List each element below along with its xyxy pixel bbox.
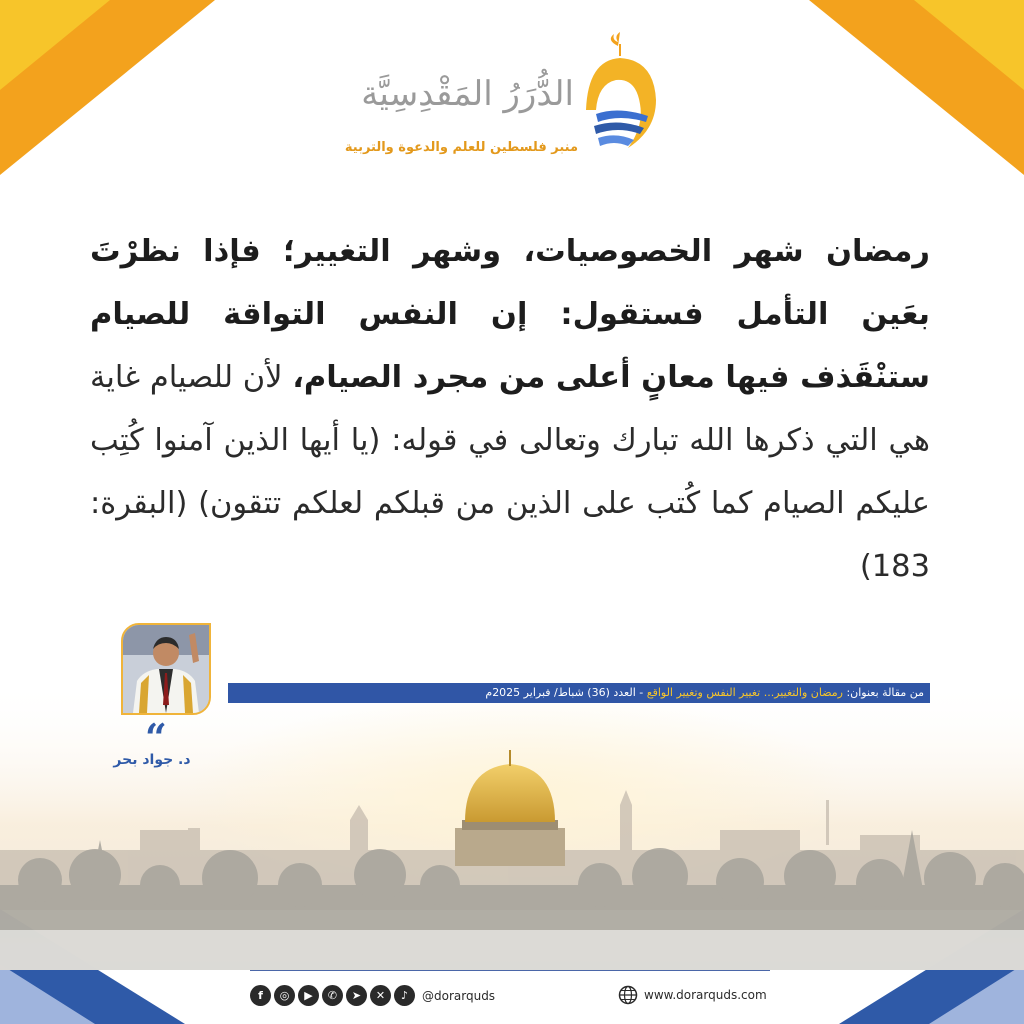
social-links (250, 985, 495, 1006)
brand-logo (344, 30, 670, 170)
website-url: www.dorarquds.com (644, 988, 767, 1002)
source-prefix: من مقالة بعنوان: (842, 686, 924, 699)
twitter-icon[interactable]: ✕ (370, 985, 391, 1006)
tiktok-icon[interactable]: ♪ (394, 985, 415, 1006)
globe-icon (618, 985, 638, 1005)
author-photo (121, 623, 211, 715)
website-link[interactable] (618, 985, 767, 1005)
whatsapp-icon[interactable]: ✆ (322, 985, 343, 1006)
quote-bold-text: رمضان شهر الخصوصيات، وشهر التغيير؛ فإذا نظرْتَ بعَين التأمل فستقول: إن النفس التواقة للصيام ستنْقَذف فيها معانٍ أعلى من مجرد الصيام، (90, 234, 930, 395)
quote-regular-text: لأن للصيام غاية هي التي ذكرها الله تبارك وتعالى في قوله: (يا أيها الذين آمنوا كُتِب عليكم الصيام كما كُتب على الذين من قبلكم لعلكم تتقون) (البقرة: 183) (90, 360, 930, 584)
source-citation-bar (228, 683, 930, 703)
top-left-corner-accent (0, 0, 110, 90)
social-handle[interactable]: @dorarquds (422, 988, 496, 1003)
bottom-right-corner-accent (929, 964, 1024, 1024)
logo-subtitle: منبر فلسطين للعلم والدعوة والتربية (344, 140, 578, 155)
instagram-icon[interactable]: ◎ (274, 985, 295, 1006)
source-article-title: رمضان والتغيير... تغيير النفس وتغيير الواقع (646, 686, 843, 699)
logo-emblem-icon (578, 30, 662, 160)
footer-divider (250, 970, 770, 971)
logo-title: الدُّرَرُ المَقْدِسِيَّة (361, 74, 574, 114)
youtube-icon[interactable]: ▶ (298, 985, 319, 1006)
telegram-icon[interactable]: ➤ (346, 985, 367, 1006)
quote-text (90, 220, 930, 598)
source-issue: - العدد (36) شباط/ فبراير 2025م (485, 686, 647, 699)
facebook-icon[interactable]: f (250, 985, 271, 1006)
quote-mark-icon: “ (145, 715, 167, 760)
bottom-left-corner-accent (0, 964, 95, 1024)
top-right-corner-accent (914, 0, 1024, 90)
author-name: د. جواد بحر (113, 752, 191, 768)
